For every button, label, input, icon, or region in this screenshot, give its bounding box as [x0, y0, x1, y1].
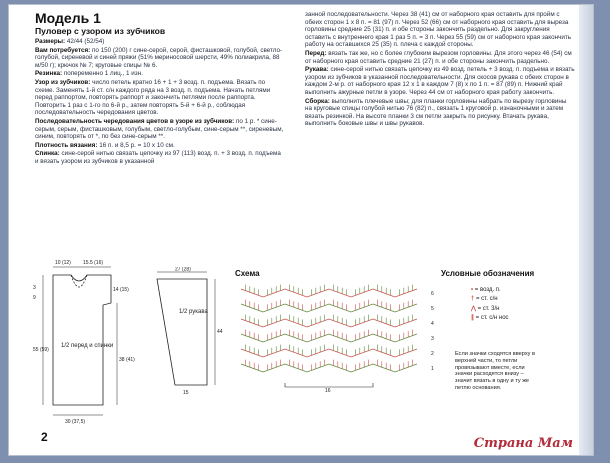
- pattern-sleeve: [137, 267, 237, 397]
- paragraph-assembly: Сборка: выполнить плечевые швы; для планки горловины набрать по вырезу горловины на круговые спицы голубой нитью 76 (82) п., связать 1 круговой р. изнаночными и затем вязать резинкой. На высоте планки 3 см петли закрыть по рисунку. Втачать рукава, выполнить боковые швы и швы рукавов.: [305, 97, 567, 128]
- paragraph-colors: Последовательность чередования цветов в узоре из зубчиков: по 1 р. * сине-серым, серым, фисташковым, голубым, светло-голубым, сине-серым **, сиреневым, синим, повторять от *, по без сине-серым **.: [35, 117, 284, 141]
- dim-side-total: 55 (59): [33, 347, 49, 353]
- schema-row-number: 5: [431, 306, 434, 312]
- dim-side-lower: 38 (41): [119, 357, 135, 363]
- schema-row-number: 1: [431, 366, 434, 372]
- schema-row-number: 4: [431, 321, 434, 327]
- paragraph-sleeves: Рукава: сине-серой нитью связать цепочку из 49 возд. петель + 3 возд. п. подъема и вязать узором из зубчиков в указанной последовательности. Для скосов рукава с обеих сторон в каждом 2-м р. от наборного края 12 х 1 в каждом 7 (8) х по 1 п. = 87 (89) п. Нижний край выполнить ажурные петли в узоре. Через 44 см от наборного края работу закончить.: [305, 66, 575, 96]
- dim-bottom: 30 (37,5): [65, 419, 86, 425]
- pattern-back-front: [31, 255, 141, 425]
- sleeve-outline: [157, 279, 207, 385]
- dim-top-mid: 15.5 (16): [83, 260, 104, 266]
- paragraph-gauge: Плотность вязания: 16 п. и 8,5 р. = 10 х 10 см.: [35, 141, 175, 149]
- model-title: Модель 1: [35, 10, 101, 26]
- page-spine: [579, 5, 593, 455]
- schema-row-number: 3: [431, 336, 434, 342]
- rapport-bracket: [285, 383, 373, 387]
- legend-item-dc: † = ст. с/н: [471, 296, 498, 302]
- back-piece-label: 1/2 перед и спинки: [61, 343, 114, 349]
- paragraph-materials: Вам потребуется: по 150 (200) г сине-серой, серой, фисташковой, голубой, светло-голубой, сиреневой и синей пряжи (51% мериносовой шерсти, 49% полиакрила, 88 м/50 г); крючок № 7; круговые спицы № 6.: [35, 46, 283, 69]
- legend-item-dc-front: ∥ = ст. с/н нос: [471, 315, 509, 321]
- magazine-page: [8, 4, 594, 456]
- right-text-column: [305, 11, 575, 129]
- sleeve-piece-label: 1/2 рукава: [179, 309, 208, 315]
- sleeve-dim-side: 44: [217, 329, 223, 335]
- legend-item-chain: • = возд. п.: [471, 287, 501, 293]
- paragraph-back: Спинка: сине-серой нитью связать цепочку из 97 (113) возд. п. + 3 возд. п. подъема и вязать узором из зубчиков в указанной: [35, 150, 281, 165]
- dim-armhole: 14 (15): [113, 287, 129, 293]
- sleeve-dim-top: 27 (28): [175, 267, 191, 273]
- dim-neck-depth: 3: [33, 285, 36, 291]
- paragraph-pattern: Узор из зубчиков: число петель кратно 16 + 1 + 3 возд. п. подъема. Вязать по схеме. Заменять 1-й ст. с/н каждого ряда на 3 возд. п. подъема. Начать петлями перед раппортом, повторять раппорт и закончить петлями после раппорта. Повторить 1 раз с 1-го по 6-й р., затем повторять 5-й + 6-й р., соблюдая последовательность чередования цветов.: [35, 78, 271, 117]
- rapport-label: 16: [325, 388, 331, 393]
- left-text-column: [35, 11, 285, 167]
- model-subtitle: Пуловер с узором из зубчиков: [35, 26, 166, 36]
- watermark-logo: Страна Мам: [473, 436, 573, 451]
- dim-top-left: 10 (12): [55, 260, 71, 266]
- paragraph-front: Перед: вязать так же, но с более глубоким вырезом горловины. Для этого через 46 (54) см от наборного края оставить средние 21 (27) п. и обе стороны закончить раздельно.: [305, 49, 572, 65]
- legend-item-dc3tog: ⋀ = ст. 3/н: [471, 306, 500, 312]
- back-outline: [53, 275, 114, 405]
- crochet-schema: [231, 281, 441, 393]
- schema-row-number: 6: [431, 291, 434, 297]
- paragraph-sizes: Размеры: 42/44 (52/54): [35, 38, 105, 45]
- sleeve-dim-bottom: 15: [183, 390, 189, 396]
- paragraph-rib: Резинка: попеременно 1 лиц., 1 изн.: [35, 70, 143, 78]
- page-number: 2: [41, 430, 48, 444]
- legend-note: Если значки сходятся вверху в верхней части, то петли провязывают вместе, если значки расходятся внизу – значит вязать в одну и ту же петлю основания.: [455, 351, 535, 391]
- paragraph-back-cont: занной последовательности. Через 38 (41) см от наборного края оставить для пройм с обеих сторон 1 х 8 п. = 81 (97) п. Через 52 (66) см от наборного края оставить для выреза горловины средние 25 (31) п. и обе стороны закончить раздельно. Для закругления оставить с внутреннего края 1 раз 5 п. = 3 п. Через 55 (59) см от наборного края закончить работу на оставшихся 25 (35) п. плеча с каждой стороны.: [305, 11, 572, 49]
- legend-title: Условные обозначения: [441, 269, 535, 278]
- schema-title: Схема: [235, 269, 260, 278]
- dim-front-depth: 9: [33, 295, 36, 301]
- schema-row-number: 2: [431, 351, 434, 357]
